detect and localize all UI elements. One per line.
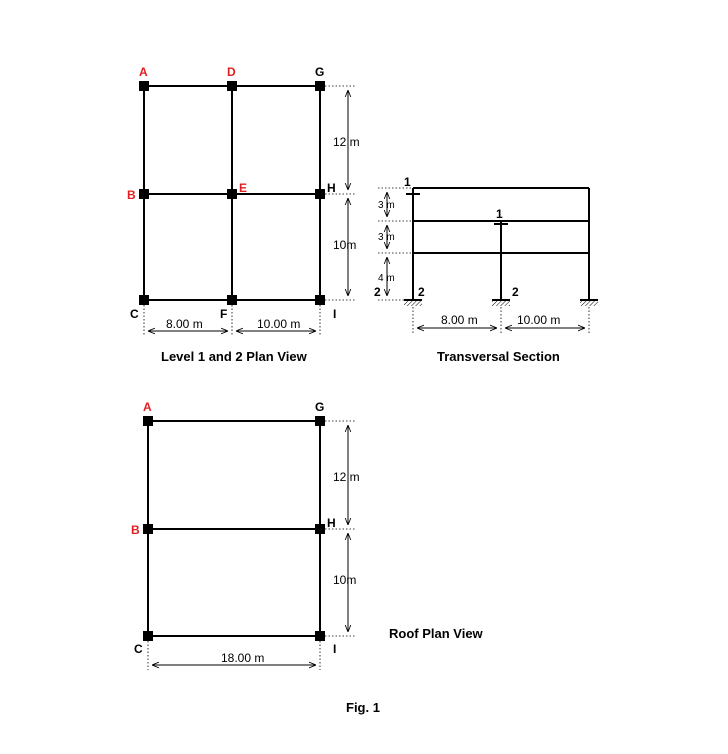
node-label-B: B xyxy=(127,188,136,202)
cut-mark-2-left: 2 xyxy=(418,285,425,299)
column-A xyxy=(139,81,149,91)
column-H xyxy=(315,189,325,199)
roof-node-label-I: I xyxy=(333,642,337,656)
cut-mark-1-middle: 1 xyxy=(496,207,503,221)
roof-column-G xyxy=(315,416,325,426)
plan-roof xyxy=(131,400,484,670)
roof-dim-bay-12m: 12 m xyxy=(333,470,360,484)
cut-mark-1-left: 1 xyxy=(404,175,411,189)
node-label-A: A xyxy=(139,65,148,79)
dim-height-3m-upper: 3 m xyxy=(378,200,395,211)
roof-horizontal-dimensions xyxy=(148,641,320,670)
transversal-section xyxy=(374,175,598,364)
roof-title: Roof Plan View xyxy=(389,626,483,641)
roof-node-label-G: G xyxy=(315,400,325,414)
plan1-title: Level 1 and 2 Plan View xyxy=(161,349,307,364)
section-horizontal-dimensions xyxy=(413,307,589,333)
node-label-H: H xyxy=(327,181,336,195)
cut-mark-2-far-left: 2 xyxy=(374,285,381,299)
dim-height-3m-lower: 3 m xyxy=(378,232,395,243)
roof-column-I xyxy=(315,631,325,641)
roof-column-A xyxy=(143,416,153,426)
plan1-horizontal-dimensions xyxy=(144,305,320,336)
node-label-I: I xyxy=(333,307,337,321)
roof-node-label-H: H xyxy=(327,516,336,530)
plan-level-1-2 xyxy=(127,65,360,364)
column-E xyxy=(227,189,237,199)
dim-bay-12m: 12 m xyxy=(333,135,360,149)
column-C xyxy=(139,295,149,305)
dim-bay-10m: 10m xyxy=(333,238,357,252)
roof-node-label-C: C xyxy=(134,642,143,656)
column-B xyxy=(139,189,149,199)
node-label-D: D xyxy=(227,65,236,79)
dim-height-4m: 4 m xyxy=(378,273,395,284)
roof-node-label-A: A xyxy=(143,400,152,414)
roof-column-B xyxy=(143,524,153,534)
roof-dim-bay-10m: 10m xyxy=(333,573,357,587)
section-dim-span-8m: 8.00 m xyxy=(441,313,478,327)
node-label-F: F xyxy=(220,307,228,321)
node-label-G: G xyxy=(315,65,325,79)
roof-column-H xyxy=(315,524,325,534)
node-label-E: E xyxy=(239,181,248,195)
section-title: Transversal Section xyxy=(437,349,560,364)
figure-caption: Fig. 1 xyxy=(346,700,380,715)
column-F xyxy=(227,295,237,305)
section-frame-lines xyxy=(406,188,589,300)
section-dim-span-10m: 10.00 m xyxy=(517,313,561,327)
roof-frame-lines xyxy=(148,421,320,636)
roof-dim-span-18m: 18.00 m xyxy=(221,651,265,665)
roof-node-label-B: B xyxy=(131,523,140,537)
roof-column-C xyxy=(143,631,153,641)
column-I xyxy=(315,295,325,305)
cut-mark-2-middle: 2 xyxy=(512,285,519,299)
column-G xyxy=(315,81,325,91)
column-D xyxy=(227,81,237,91)
section-vertical-dimensions xyxy=(378,188,413,300)
section-supports xyxy=(404,300,598,306)
dim-span-8m: 8.00 m xyxy=(166,317,203,331)
node-label-C: C xyxy=(130,307,139,321)
dim-span-10m: 10.00 m xyxy=(257,317,301,331)
